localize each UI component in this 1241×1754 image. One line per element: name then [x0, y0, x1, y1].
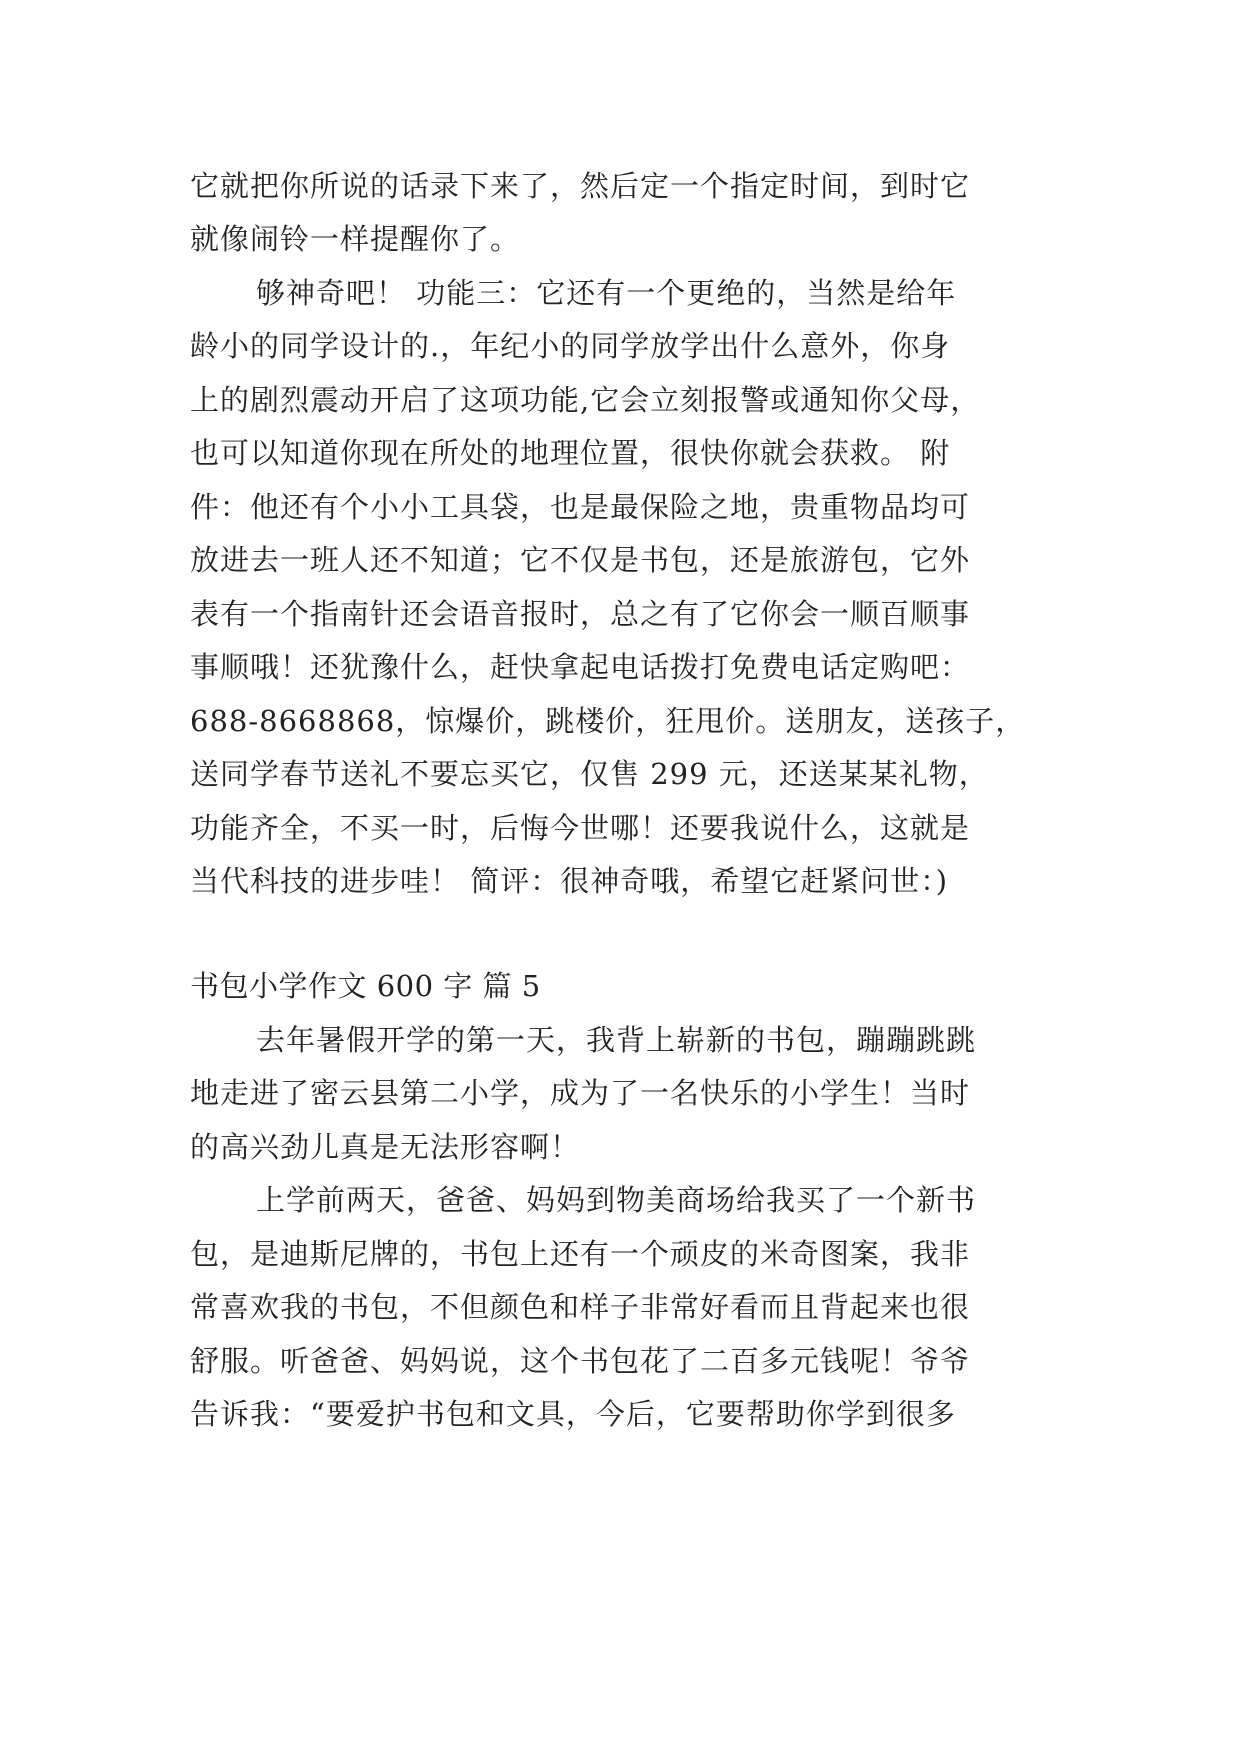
feature-paragraph-line: 事顺哦！还犹豫什么，赶快拿起电话拨打免费电话定购吧： [190, 650, 971, 684]
continuation-line: 它就把你所说的话录下来了，然后定一个指定时间，到时它 [190, 169, 971, 203]
section-heading: 书包小学作文 600 字 篇 5 [190, 969, 541, 1003]
feature-paragraph-line: 当代科技的进步哇！ 简评：很神奇哦，希望它赶紧问世：) [190, 864, 949, 898]
feature-paragraph-line: 功能齐全，不买一时，后悔今世哪！还要我说什么，这就是 [190, 811, 971, 845]
feature-paragraph-line: 龄小的同学设计的.，年纪小的同学放学出什么意外，你身 [190, 329, 951, 363]
paragraph-2-line: 常喜欢我的书包，不但颜色和样子非常好看而且背起来也很 [190, 1290, 971, 1324]
paragraph-1-line: 去年暑假开学的第一天，我背上崭新的书包，蹦蹦跳跳 [256, 1023, 977, 1057]
paragraph-2-line: 上学前两天，爸爸、妈妈到物美商场给我买了一个新书 [256, 1183, 977, 1217]
feature-paragraph-line: 件：他还有个小小工具袋，也是最保险之地，贵重物品均可 [190, 490, 971, 524]
paragraph-2-line: 包，是迪斯尼牌的，书包上还有一个顽皮的米奇图案，我非 [190, 1237, 971, 1271]
feature-paragraph-line: 表有一个指南针还会语音报时，总之有了它你会一顺百顺事 [190, 597, 971, 631]
paragraph-1-line: 的高兴劲儿真是无法形容啊！ [190, 1130, 581, 1164]
feature-paragraph-line: 够神奇吧！ 功能三：它还有一个更绝的，当然是给年 [256, 276, 957, 310]
paragraph-2-line: 舒服。听爸爸、妈妈说，这个书包花了二百多元钱呢！爷爷 [190, 1344, 971, 1378]
feature-paragraph-line: 送同学春节送礼不要忘买它，仅售 299 元，还送某某礼物， [190, 757, 989, 791]
continuation-line: 就像闹铃一样提醒你了。 [190, 222, 521, 256]
feature-paragraph-line: 上的剧烈震动开启了这项功能,它会立刻报警或通知你父母， [190, 383, 981, 417]
paragraph-1-line: 地走进了密云县第二小学，成为了一名快乐的小学生！当时 [190, 1076, 971, 1110]
feature-paragraph-line: 也可以知道你现在所处的地理位置，很快你就会获救。 附 [190, 436, 951, 470]
feature-paragraph-line: 放进去一班人还不知道；它不仅是书包，还是旅游包，它外 [190, 543, 971, 577]
feature-paragraph-line: 688-8668868，惊爆价，跳楼价，狂甩价。送朋友，送孩子， [190, 704, 1026, 738]
paragraph-2-line: 告诉我：“要爱护书包和文具，今后，它要帮助你学到很多 [190, 1397, 956, 1431]
